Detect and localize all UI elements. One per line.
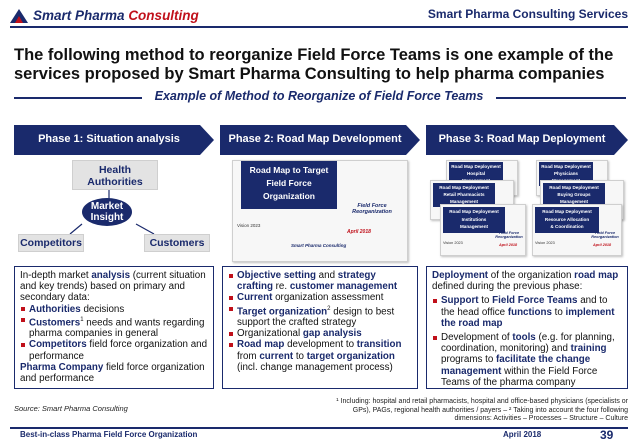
phase-3-arrow	[426, 125, 628, 155]
road-map-thumbnail-vision: Vision 2023	[237, 223, 261, 228]
phase-2-label: Phase 2: Road Map Development	[228, 133, 402, 145]
deployment-thumbnail-institutions: Road Map Deployment Institutions Management Field Force Reorganization Vision 2023 April 2018	[440, 204, 526, 256]
footer-divider	[10, 427, 628, 429]
footnote: ¹ Including: hospital and retail pharmacists, hospital and office-based physicians (specialists or GPs), PAGs, regional health authorities / payers – ² Taking into account the four following dimensions: Activities – Processes – Structure – Culture	[336, 398, 628, 423]
deployment-thumbnail-retail-pharmacists: Road Map Deployment Retail Pharmacists Management	[430, 180, 514, 220]
brand-name: Smart Pharma	[33, 8, 125, 23]
subtitle-rule-right	[496, 97, 626, 99]
page-title: The following method to reorganize Field Force Teams is one example of the services proposed by Smart Pharma Consulting to help pharma companies	[14, 46, 614, 83]
road-map-development-panel	[222, 266, 418, 389]
list-item: Development of tools (e.g. for planning, coordination, monitoring) and training programs to facilitate the change management within the Field Force Teams of the pharma company	[432, 332, 622, 388]
competitors-box: Competitors	[18, 234, 84, 252]
footer-title: Best-in-class Pharma Field Force Organization	[20, 430, 198, 439]
brand-logo	[10, 8, 199, 23]
customers-box: Customers	[144, 234, 210, 252]
list-item: Objective setting and strategy crafting re. customer management	[228, 270, 412, 292]
services-label: Smart Pharma Consulting Services	[427, 7, 628, 21]
list-item: Current organization assessment	[228, 292, 412, 303]
list-item: Target organization$^2$ design to best support the crafted strategy	[228, 304, 412, 329]
market-insight-circle: Market Insight	[82, 198, 132, 226]
situation-analysis-panel: In-depth market analysis (current situation and key trends) based on primary and secondary data: Authorities decisions Customers$^1$ needs and wants regarding pharma companies in general Competitors field force organization and performance Pharma Company field force organization and performance	[14, 266, 214, 389]
list-item: Support to Field Force Teams and to the head office functions to implement the road map	[432, 295, 622, 329]
road-map-thumbnail-date: April 2018	[347, 229, 371, 235]
page-subtitle: Example of Method to Reorganize of Field Force Teams	[154, 89, 484, 103]
subtitle-rule-left	[14, 97, 142, 99]
road-map-thumbnail-logo: Smart Pharma Consulting	[291, 243, 347, 248]
phase-3-label: Phase 3: Road Map Deployment	[438, 133, 606, 145]
phase-2-arrow	[220, 125, 420, 155]
list-item: Competitors field force organization and performance	[20, 339, 208, 361]
road-map-deployment-panel: Deployment of the organization road map defined during the previous phase: Support to Field Force Teams and to the head office functions to implement the road map Development of tools (e.g. for planning, coordination, monitoring) and training programs to facilitate the change management within the Field Force Teams of the pharma company	[426, 266, 628, 389]
list-item: Organizational gap analysis	[228, 328, 412, 339]
source-note: Source: Smart Pharma Consulting	[14, 404, 128, 413]
deployment-thumbnail-resource-allocation: Road Map Deployment Resource Allocation & Coordination Field Force Reorganization Vision 2023 April 2018	[532, 204, 622, 256]
road-map-thumbnail-side-text: Field Force Reorganization	[352, 203, 392, 215]
road-map-thumbnail-title: Road Map to Target Field Force Organization	[241, 161, 337, 209]
list-item: Road map development to transition from current to target organization (incl. change management process)	[228, 339, 412, 373]
brand-accent: Consulting	[128, 8, 199, 23]
road-map-thumbnail	[232, 160, 408, 262]
deployment-thumbnail-physicians: Road Map Deployment Physicians	[536, 160, 608, 196]
phase-1-label: Phase 1: Situation analysis	[38, 133, 180, 145]
list-item: Customers$^1$ needs and wants regarding pharma companies in general	[20, 315, 208, 340]
footer-date: April 2018	[503, 430, 542, 439]
smart-pharma-logo-icon	[10, 9, 28, 23]
page-number: 39	[600, 428, 614, 442]
header-divider	[10, 26, 628, 28]
phase-1-arrow	[14, 125, 214, 155]
deployment-thumbnail-buying-groups: Road Map Deployment Buying Groups Management	[540, 180, 624, 220]
list-item: Authorities decisions	[20, 304, 208, 315]
health-authorities-box: Health Authorities	[72, 160, 158, 190]
deployment-thumbnail-hospital: Road Map Deployment Hospital	[446, 160, 518, 196]
